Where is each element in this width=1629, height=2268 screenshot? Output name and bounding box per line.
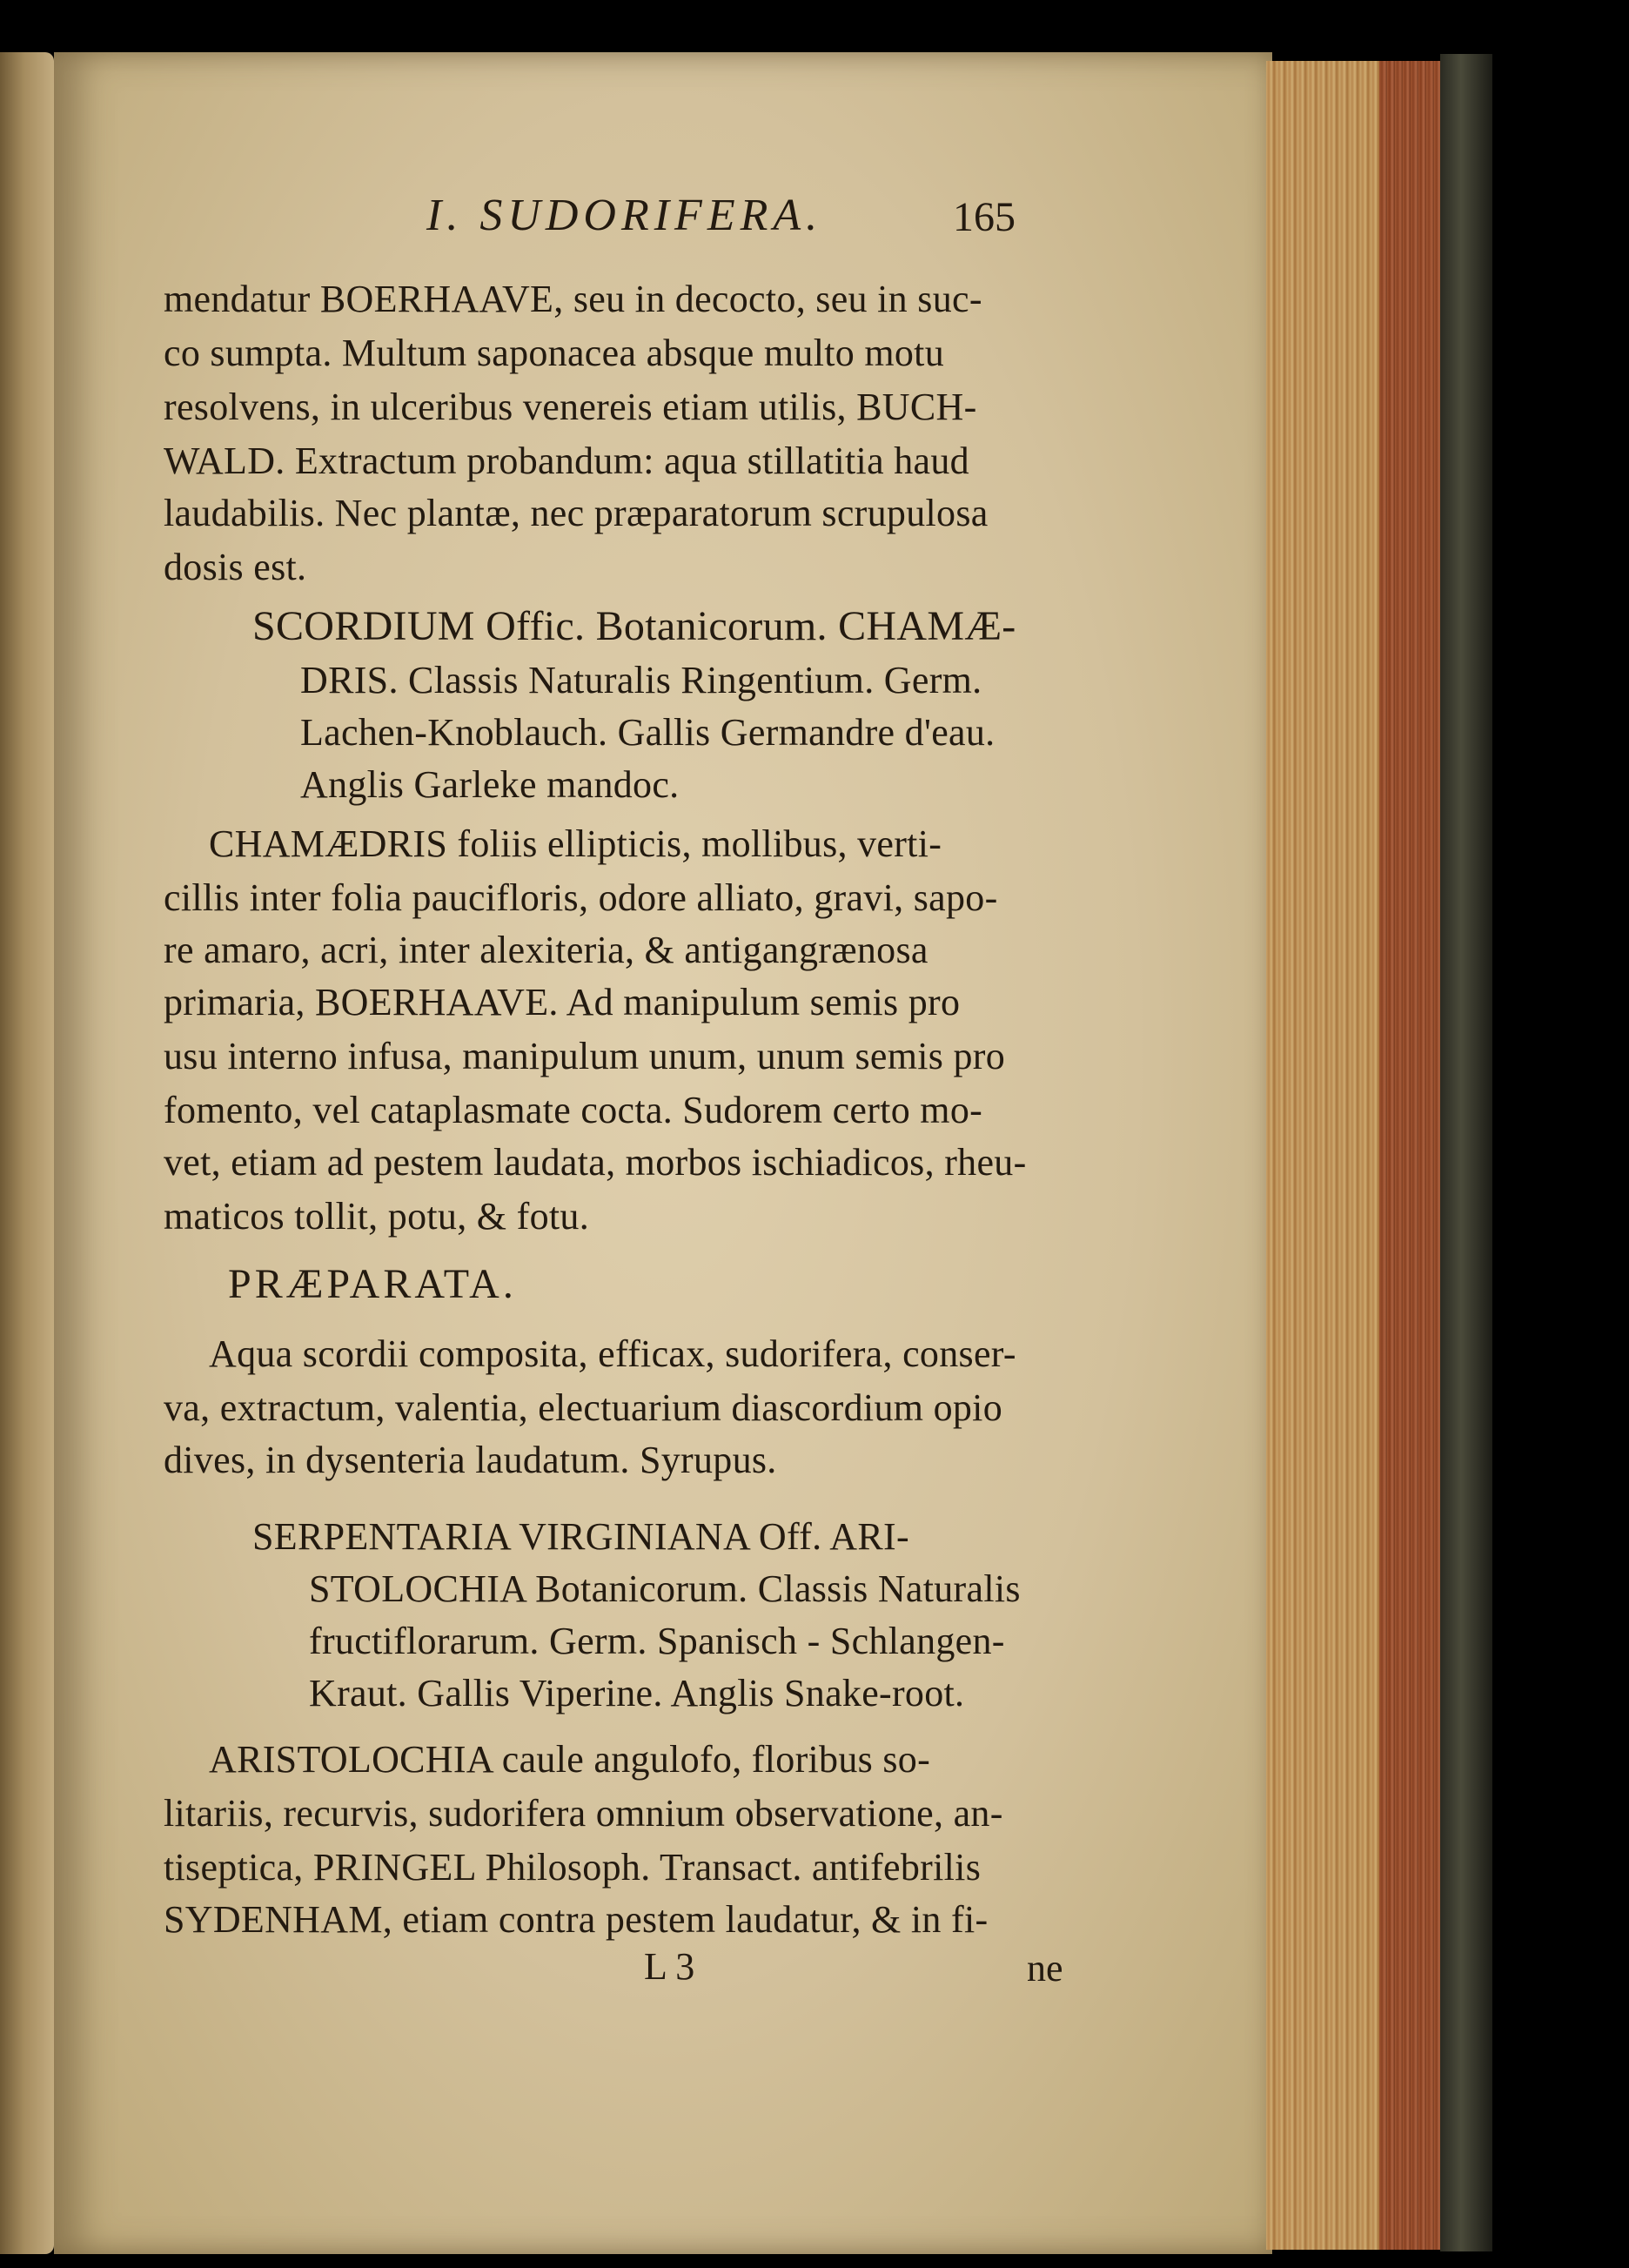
text-line: maticos tollit, potu, & fotu. (164, 1195, 590, 1238)
page-block-red-edges (1379, 61, 1445, 2250)
text-line: dives, in dysenteria laudatum. Syrupus. (164, 1439, 777, 1481)
text-line: Aqua scordii composita, efficax, sudorifera, conser- (209, 1332, 1016, 1375)
text-line: co sumpta. Multum saponacea absque multo motu (164, 332, 945, 374)
entry-heading-scordium: SCORDIUM Offic. Botanicorum. CHAMÆ- (252, 603, 1016, 649)
text-line: usu interno infusa, manipulum unum, unum semis pro (164, 1035, 1006, 1077)
book-cover-edge (1440, 54, 1492, 2251)
text-line: vet, etiam ad pestem laudata, morbos ischiadicos, rheu- (164, 1141, 1027, 1184)
text-line: primaria, BOERHAAVE. Ad manipulum semis pro (164, 981, 961, 1023)
text-line: fomento, vel cataplasmate cocta. Sudorem certo mo- (164, 1089, 983, 1131)
text-line: cillis inter folia paucifloris, odore alliato, gravi, sapo- (164, 876, 998, 919)
entry-heading-chamaedris: CHAMÆDRIS foliis ellipticis, mollibus, verti- (209, 822, 942, 865)
signature-mark: L 3 (644, 1945, 695, 1988)
page-number: 165 (953, 194, 1016, 240)
text-line: fructiflorarum. Germ. Spanisch - Schlangen- (309, 1620, 1005, 1662)
entry-heading-aristolochia: ARISTOLOCHIA caule angulofo, floribus so- (209, 1738, 931, 1781)
text-line: re amaro, acri, inter alexiteria, & antigangrænosa (164, 929, 928, 971)
text-line: Lachen-Knoblauch. Gallis Germandre d'eau. (300, 711, 996, 754)
text-line: litariis, recurvis, sudorifera omnium observatione, an- (164, 1792, 1003, 1835)
catchword: ne (1027, 1947, 1063, 1990)
running-head-title: I. SUDORIFERA. (426, 191, 823, 240)
text-line: dosis est. (164, 546, 307, 588)
entry-heading-serpentaria: SERPENTARIA VIRGINIANA Off. ARI- (252, 1515, 909, 1558)
facing-page-edge (0, 52, 54, 2254)
text-line: WALD. Extractum probandum: aqua stillatitia haud (164, 440, 969, 482)
section-heading: PRÆPARATA. (228, 1261, 517, 1307)
text-line: resolvens, in ulceribus venereis etiam utilis, BUCH- (164, 386, 977, 428)
text-line: laudabilis. Nec plantæ, nec præparatorum scrupulosa (164, 492, 989, 534)
text-line: va, extractum, valentia, electuarium diascordium opio (164, 1386, 1003, 1429)
text-line: SYDENHAM, etiam contra pestem laudatur, & in fi- (164, 1898, 989, 1941)
text-line: Kraut. Gallis Viperine. Anglis Snake-root. (309, 1672, 965, 1714)
text-line: tiseptica, PRINGEL Philosoph. Transact. antifebrilis (164, 1846, 982, 1889)
text-line: DRIS. Classis Naturalis Ringentium. Germ. (300, 659, 982, 701)
text-line: mendatur BOERHAAVE, seu in decocto, seu in suc- (164, 278, 982, 320)
text-line: Anglis Garleke mandoc. (300, 763, 680, 806)
text-line: STOLOCHIA Botanicorum. Classis Naturalis (309, 1567, 1021, 1610)
